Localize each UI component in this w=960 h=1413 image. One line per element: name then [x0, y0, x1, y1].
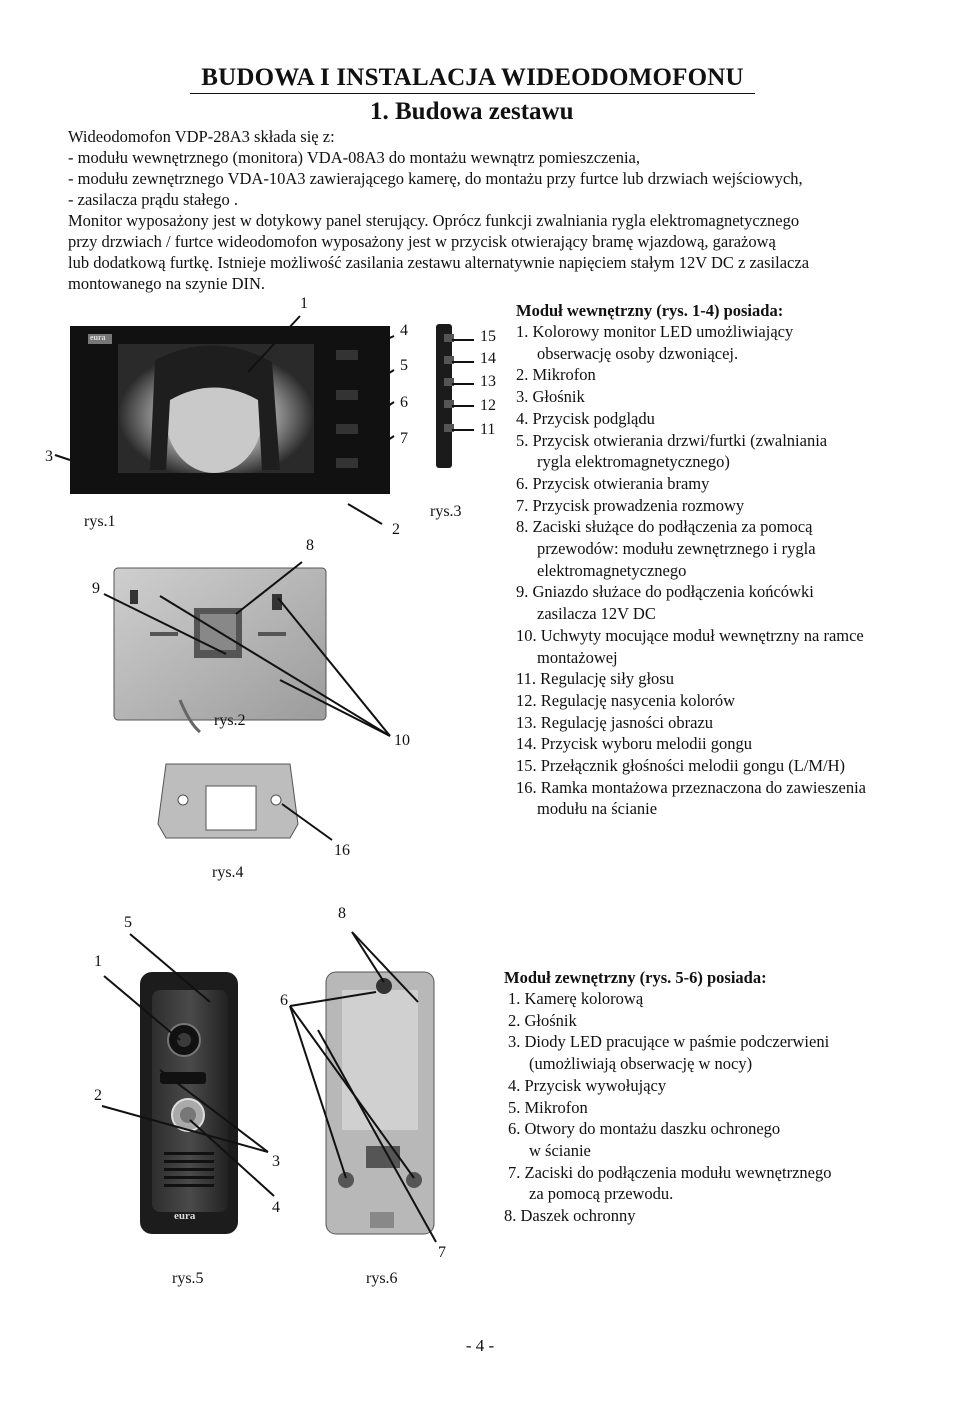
callout-number: 6	[280, 992, 288, 1009]
list-item: 15. Przełącznik głośności melodii gongu (L/M/H)	[516, 756, 846, 776]
callout-number: 8	[338, 905, 346, 922]
callout-number: 12	[480, 397, 496, 414]
intro-line: - zasilacza prądu stałego .	[68, 190, 238, 209]
door-station-back-illustration	[326, 972, 434, 1234]
list-item: 3. Diody LED pracujące w paśmie podczerwieni	[508, 1032, 830, 1052]
intro-line: - modułu zewnętrznego VDA-10A3 zawierającego kamerę, do montażu przy furtce lub drzwiach wejściowych,	[68, 169, 803, 188]
list-item: 2. Głośnik	[508, 1010, 577, 1030]
list-item: (umożliwiają obserwację w nocy)	[529, 1054, 753, 1074]
section-title: 1. Budowa zestawu	[370, 98, 574, 125]
list-item: 2. Mikrofon	[516, 365, 596, 385]
list-item: przewodów: modułu zewnętrznego i rygla	[537, 539, 816, 559]
intro-line: - modułu wewnętrznego (monitora) VDA-08A3 do montażu wewnątrz pomieszczenia,	[68, 148, 640, 167]
intro-line: Monitor wyposażony jest w dotykowy panel sterujący. Oprócz funkcji zwalniania rygla elektromagnetycznego	[68, 211, 800, 230]
callout-number: 6	[400, 394, 408, 411]
callout-number: 4	[400, 322, 408, 339]
figure-caption: rys.6	[366, 1270, 398, 1287]
mounting-frame-illustration	[158, 764, 298, 838]
callout-number: 5	[400, 357, 408, 374]
list-item: 5. Mikrofon	[508, 1097, 588, 1117]
list-item: 9. Gniazdo służace do podłączenia końcówki	[516, 582, 814, 602]
figure-caption: rys.3	[430, 503, 462, 520]
page-number: - 4 -	[465, 1336, 495, 1355]
list-item: montażowej	[537, 647, 618, 667]
list-item: 4. Przycisk wywołujący	[508, 1075, 667, 1095]
internal-module-section	[516, 301, 936, 820]
list-item: 3. Głośnik	[516, 387, 585, 407]
callout-number: 9	[92, 580, 100, 597]
list-item: 12. Regulację nasycenia kolorów	[516, 690, 736, 710]
list-item: 7. Zaciski do podłączenia modułu wewnętrznego	[508, 1162, 832, 1182]
door-station-front-illustration	[140, 972, 238, 1234]
list-item: zasilacza 12V DC	[537, 604, 656, 624]
callout-number: 10	[394, 732, 410, 749]
internal-module-list	[516, 321, 936, 820]
list-item: 6. Przycisk otwierania bramy	[516, 473, 710, 493]
list-item: 8. Zaciski służące do podłączenia za pomocą	[516, 517, 813, 537]
external-module-heading: Moduł zewnętrzny (rys. 5-6) posiada:	[504, 968, 767, 987]
callout-number: 3	[272, 1153, 280, 1170]
intro-line: przy drzwiach / furtce wideodomofon wyposażony jest w przycisk otwierający bramę wjazdową, garażową	[68, 232, 776, 251]
list-item: 14. Przycisk wyboru melodii gongu	[516, 734, 753, 754]
callout-number: 8	[306, 537, 314, 554]
list-item: 1. Kolorowy monitor LED umożliwiający	[516, 322, 794, 341]
callout-number: 4	[272, 1199, 280, 1216]
monitor-front-illustration	[70, 326, 390, 494]
callout-number: 1	[300, 295, 308, 312]
callout-number: 7	[400, 430, 408, 447]
page-title: BUDOWA I INSTALACJA WIDEODOMOFONU	[201, 64, 744, 91]
callout-number: 2	[94, 1087, 102, 1104]
list-item: 7. Przycisk prowadzenia rozmowy	[516, 495, 745, 515]
external-module-section	[504, 968, 924, 1227]
callout-number: 3	[45, 448, 53, 465]
callout-number: 16	[334, 842, 350, 859]
list-item: 11. Regulację siły głosu	[516, 669, 674, 689]
list-item: 8. Daszek ochronny	[504, 1206, 636, 1226]
list-item: 16. Ramka montażowa przeznaczona do zawieszenia	[516, 777, 866, 797]
callout-number: 5	[124, 914, 132, 931]
list-item: 10. Uchwyty mocujące moduł wewnętrzny na ramce	[516, 625, 864, 645]
list-item: modułu na ścianie	[537, 799, 658, 819]
internal-module-heading: Moduł wewnętrzny (rys. 1-4) posiada:	[516, 301, 784, 320]
figure-caption: rys.4	[212, 864, 244, 881]
callout-number: 13	[480, 373, 496, 390]
list-item: 6. Otwory do montażu daszku ochronego	[508, 1119, 781, 1139]
callout-number: 14	[480, 350, 496, 367]
list-item: 5. Przycisk otwierania drzwi/furtki (zwalniania	[516, 430, 828, 450]
figure-caption: rys.5	[172, 1270, 204, 1287]
list-item: za pomocą przewodu.	[529, 1184, 674, 1204]
list-item: 1. Kamerę kolorową	[508, 989, 644, 1008]
intro-line: montowanego na szynie DIN.	[68, 274, 266, 293]
figure-caption: rys.2	[214, 712, 246, 729]
callout-number: 7	[438, 1244, 446, 1261]
callout-number: 11	[480, 421, 496, 438]
figure-caption: rys.1	[84, 513, 116, 530]
door-station-brand-logo: eura	[174, 1210, 196, 1222]
intro-line: Wideodomofon VDP-28A3 składa się z:	[68, 127, 335, 146]
intro-line: lub dodatkową furtkę. Istnieje możliwość zasilania zestawu alternatywnie napięciem stałym 12V DC z zasilacza	[68, 253, 810, 272]
list-item: 4. Przycisk podglądu	[516, 408, 655, 428]
list-item: rygla elektromagnetycznego)	[537, 452, 730, 472]
list-item: obserwację osoby dzwoniącej.	[537, 343, 739, 363]
monitor-side-illustration	[436, 324, 454, 468]
monitor-brand-logo: eura	[90, 333, 106, 342]
callout-number: 1	[94, 953, 102, 970]
list-item: elektromagnetycznego	[537, 560, 687, 580]
external-module-list	[504, 988, 924, 1227]
list-item: 13. Regulację jasności obrazu	[516, 712, 714, 732]
list-item: w ścianie	[529, 1140, 591, 1160]
callout-number: 15	[480, 328, 496, 345]
callout-number: 2	[392, 521, 400, 538]
